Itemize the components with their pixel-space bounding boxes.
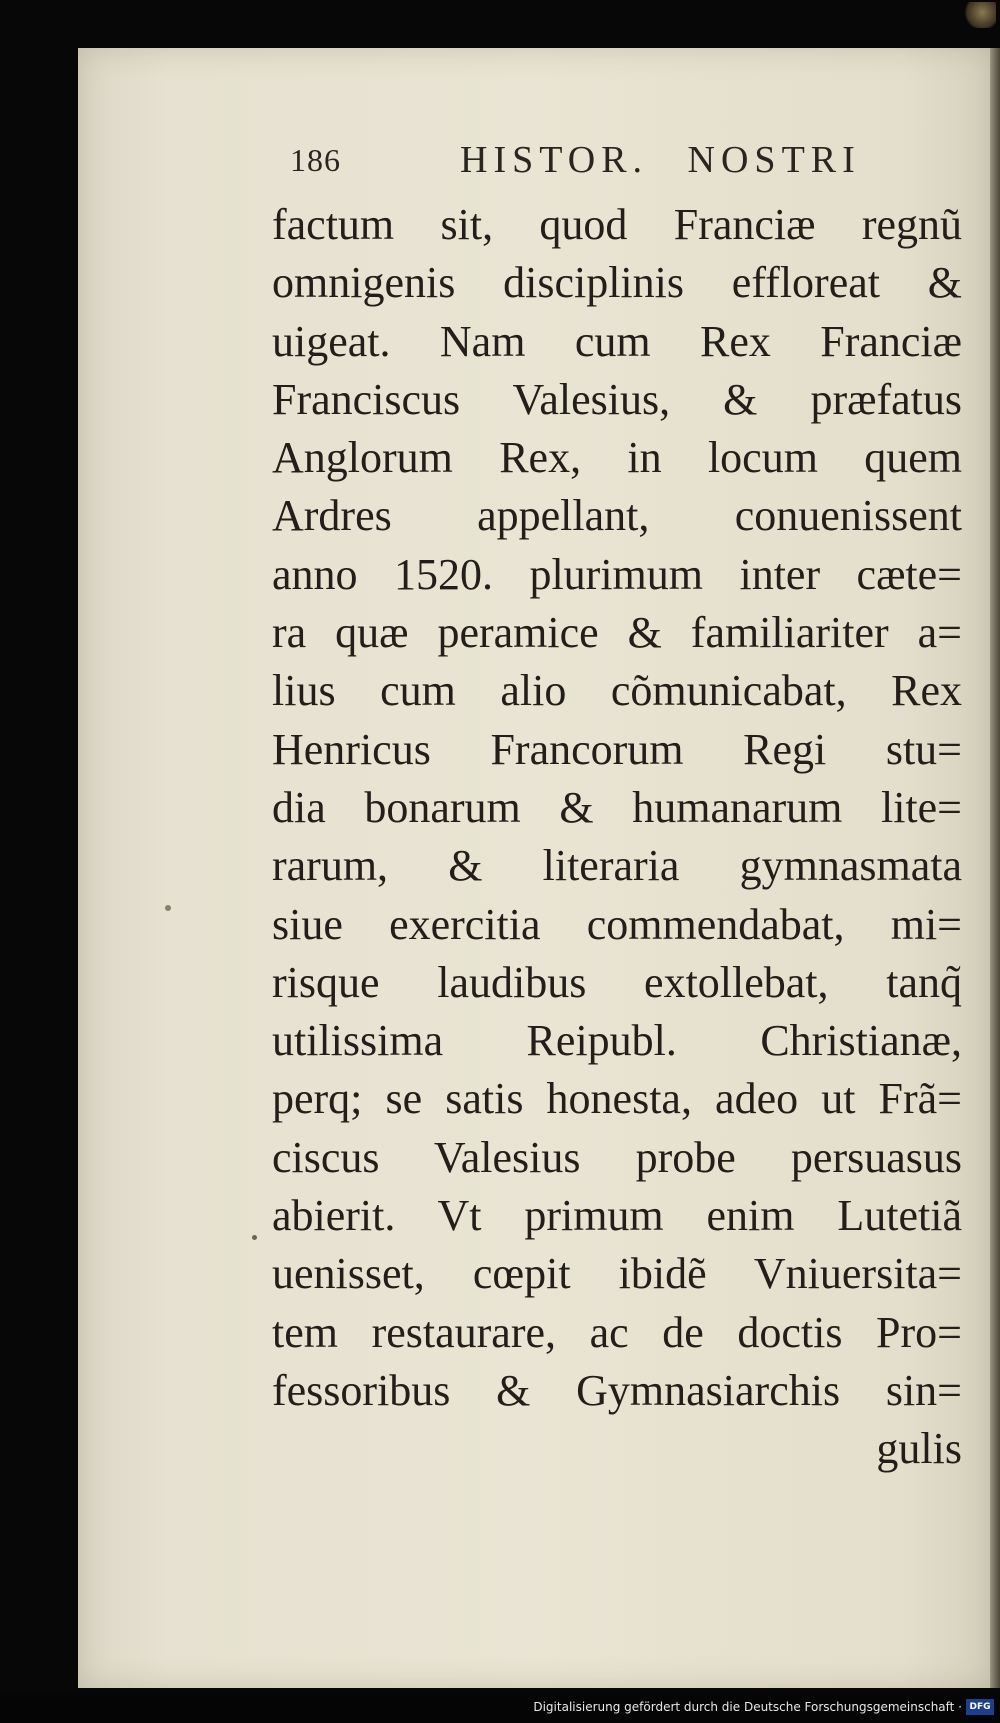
text-line: omnigenis disciplinis effloreat & (272, 258, 962, 308)
text-line: uigeat. Nam cum Rex Franciæ (272, 316, 962, 366)
catchword: gulis (876, 1424, 962, 1474)
text-line: Anglorum Rex, in locum quem (272, 433, 962, 483)
text-line: rarum, & literaria gymnasmata (272, 841, 962, 891)
text-line: uenisset, cœpit ibidẽ Vniuersita= (272, 1249, 962, 1299)
paper-speck (252, 1235, 257, 1240)
text-line: risque laudibus extollebat, tanq̃ (272, 957, 962, 1007)
page-number: 186 (290, 142, 341, 178)
text-line: abierit. Vt primum enim Lutetiã (272, 1191, 962, 1241)
corner-mark (962, 2, 996, 28)
text-line: siue exercitia commendabat, mi= (272, 899, 962, 949)
paper-speck (165, 905, 171, 911)
text-line: factum sit, quod Franciæ regnũ (272, 200, 962, 249)
running-head (290, 138, 910, 188)
text-line: fessoribus & Gymnasiarchis sin= (272, 1365, 962, 1415)
text-line: lius cum alio cõmunicabat, Rex (272, 666, 962, 716)
text-line: dia bonarum & humanarum lite= (272, 782, 962, 832)
footer-credit: Digitalisierung gefördert durch die Deutsche Forschungsgemeinschaft · (533, 1700, 962, 1714)
text-line: anno 1520. plurimum inter cæte= (272, 549, 962, 599)
running-head-title: HISTOR. NOSTRI (460, 139, 861, 181)
text-body (272, 196, 962, 1479)
text-line: utilissima Reipubl. Christianæ, (272, 1016, 962, 1066)
text-line: ra quæ peramice & familiariter a= (272, 608, 962, 658)
text-line: Henricus Francorum Regi stu= (272, 724, 962, 774)
digitization-footer (0, 1693, 1000, 1723)
dfg-logo: DFG (966, 1699, 994, 1715)
text-line: perq; se satis honesta, adeo ut Frã= (272, 1074, 962, 1124)
text-line: tem restaurare, ac de doctis Pro= (272, 1307, 962, 1357)
page-edge (990, 48, 1000, 1688)
text-line: Ardres appellant, conuenissent (272, 491, 962, 541)
text-line: Franciscus Valesius, & præfatus (272, 374, 962, 424)
text-line: ciscus Valesius probe persuasus (272, 1132, 962, 1182)
